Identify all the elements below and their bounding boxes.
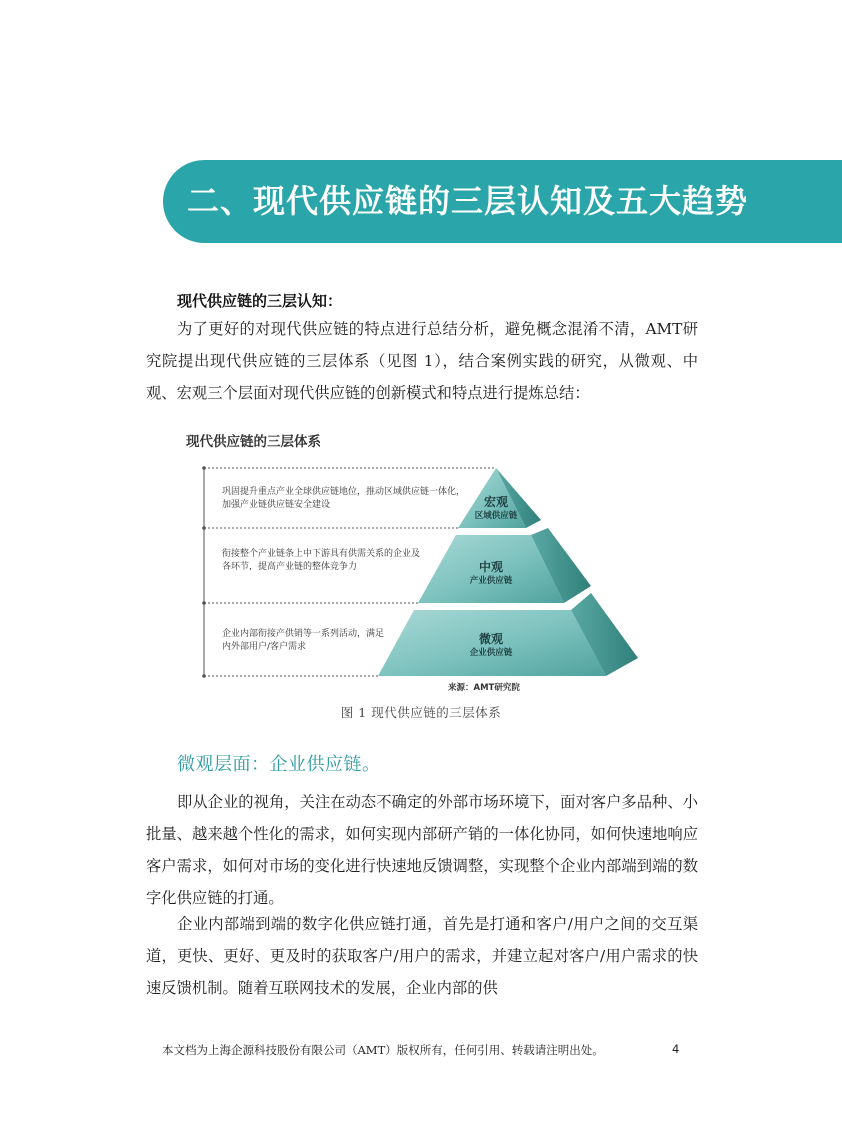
micro-label: 微观 企业供应链 bbox=[469, 632, 513, 658]
intro-heading: 现代供应链的三层认知： bbox=[177, 292, 343, 310]
intro-paragraph: 为了更好的对现代供应链的特点进行总结分析，避免概念混淆不清，AMT研究院提出现代供应链的三层体系（见图 1），结合案例实践的研究，从微观、中观、宏观三个层面对现代供应链的创新模式和特点进行提炼总结： bbox=[146, 320, 698, 402]
meso-label: 中观 产业供应链 bbox=[469, 560, 513, 586]
micro-heading: 微观层面：企业供应链。 bbox=[177, 754, 381, 775]
footer-copyright: 本文档为上海企源科技股份有限公司（AMT）版权所有，任何引用、转载请注明出处。 bbox=[162, 1043, 604, 1057]
section-banner bbox=[163, 160, 842, 243]
micro-description: 企业内部衔接产供销等一系列活动，满足内外部用户/客户需求 bbox=[222, 629, 385, 652]
macro-label: 宏观 区域供应链 bbox=[474, 495, 518, 521]
section-title: 二、现代供应链的三层认知及五大趋势 bbox=[187, 182, 749, 220]
figure-title: 现代供应链的三层体系 bbox=[186, 434, 321, 450]
page-number: 4 bbox=[672, 1042, 680, 1056]
figure-source: 来源：AMT研究院 bbox=[448, 683, 520, 693]
pyramid-figure bbox=[186, 428, 656, 698]
macro-description: 巩固提升重点产业全球供应链地位，推动区域供应链一体化，加强产业链供应链安全建设 bbox=[222, 487, 466, 510]
micro-paragraph-2: 企业内部端到端的数字化供应链打通，首先是打通和客户/用户之间的交互渠道，更快、更好、更及时的获取客户/用户的需求，并建立起对客户/用户需求的快速反馈机制。随着互联网技术的发展，企业内部的供 bbox=[146, 915, 698, 997]
figure-caption: 图 1 现代供应链的三层体系 bbox=[340, 705, 502, 720]
micro-paragraph-1: 即从企业的视角，关注在动态不确定的外部市场环境下，面对客户多品种、小批量、越来越个性化的需求，如何实现内部研产销的一体化协同，如何快速地响应客户需求，如何对市场的变化进行快速地反馈调整，实现整个企业内部端到端的数字化供应链的打通。 bbox=[146, 793, 698, 907]
meso-description: 衔接整个产业链条上中下游具有供需关系的企业及各环节，提高产业链的整体竞争力 bbox=[222, 549, 421, 572]
